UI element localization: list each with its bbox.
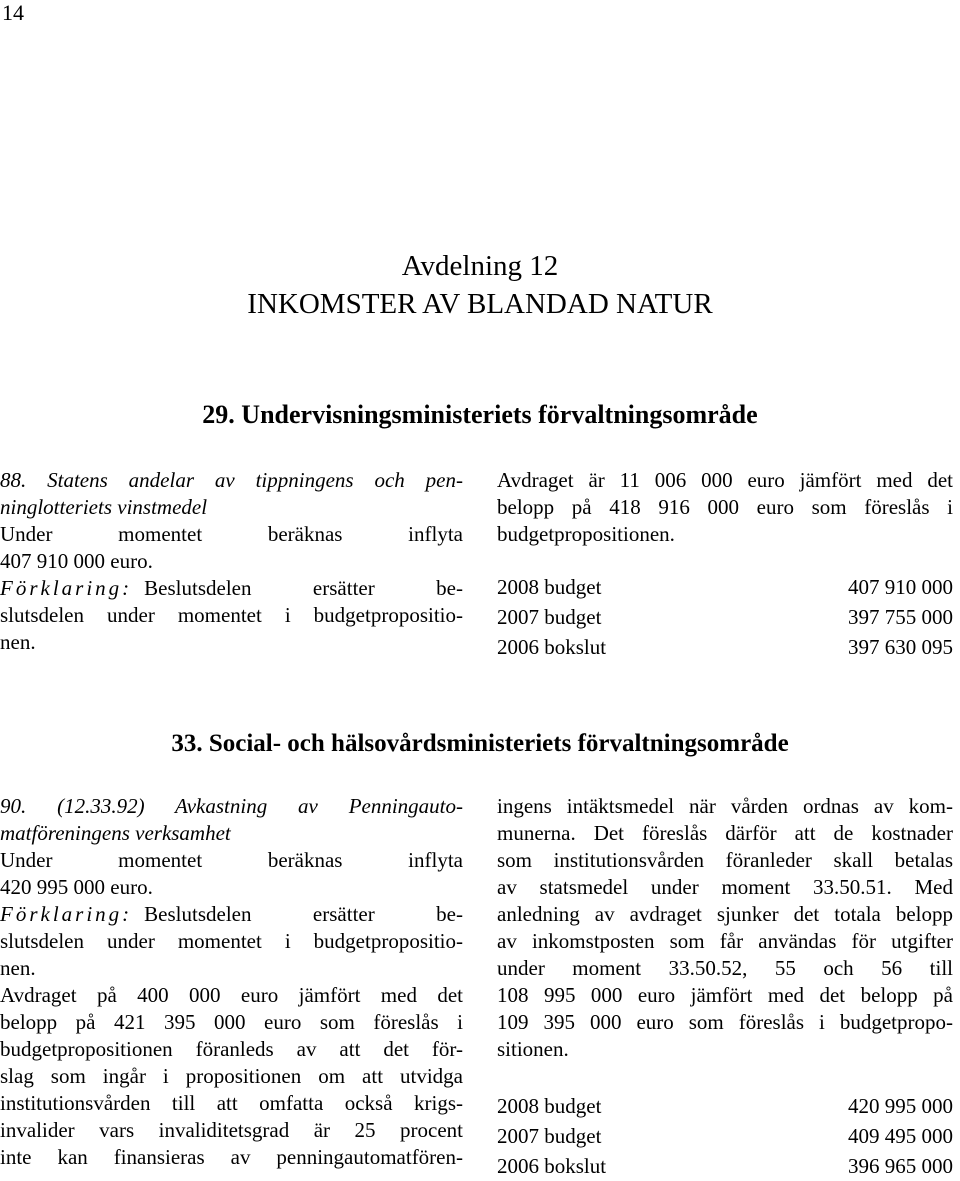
- item-90-left-column: [0, 793, 463, 1171]
- table-label: 2006 bokslut: [497, 635, 607, 659]
- item-90-right-column: [497, 793, 953, 1063]
- item-90-right-line: anledning av avdraget sjunker det totala belopp: [497, 902, 953, 926]
- item-90-text-line: nen.: [0, 956, 36, 980]
- forklaring-label: Förklaring:: [0, 902, 133, 926]
- item-90-right-line: 108 995 000 euro jämfört med det belopp på: [497, 983, 953, 1007]
- table-row: [497, 1151, 953, 1181]
- table-value: 397 755 000: [848, 605, 953, 629]
- item-88-text-line: slutsdelen under momentet i budgetpropositio-: [0, 603, 463, 627]
- item-88-title-line-1: 88. Statens andelar av tippningens och pen-: [0, 468, 463, 492]
- table-value: 397 630 095: [848, 635, 953, 659]
- item-88-budget-table: [497, 572, 953, 662]
- table-label: 2007 budget: [497, 1124, 602, 1148]
- item-90-explanation-line: [0, 901, 463, 928]
- table-label: 2006 bokslut: [497, 1154, 607, 1178]
- item-88-right-line: belopp på 418 916 000 euro som föreslås i: [497, 495, 953, 519]
- table-value: 407 910 000: [848, 575, 953, 599]
- item-88-text-line: Under momentet beräknas inflyta: [0, 522, 463, 546]
- item-90-text-line: inte kan finansieras av penningautomatfören-: [0, 1145, 463, 1169]
- item-90-right-line: av inkomstposten som får användas för utgifter: [497, 929, 953, 953]
- ministry-heading-33: 33. Social- och hälsovårdsministeriets förvaltningsområde: [171, 730, 789, 757]
- item-88-right-column: [497, 467, 953, 548]
- item-90-right-line: munerna. Det föreslås därför att de kostnader: [497, 821, 953, 845]
- item-88-left-column: [0, 467, 463, 656]
- item-90-text-line: belopp på 421 395 000 euro som föreslås i: [0, 1010, 463, 1034]
- table-label: 2008 budget: [497, 575, 602, 599]
- page-number: 14: [2, 0, 24, 25]
- table-row: [497, 602, 953, 632]
- table-row: [497, 632, 953, 662]
- item-88-explanation-text: Beslutsdelen ersätter be-: [144, 576, 463, 600]
- table-value: 420 995 000: [848, 1094, 953, 1118]
- table-value: 409 495 000: [848, 1124, 953, 1148]
- table-label: 2007 budget: [497, 605, 602, 629]
- item-90-right-line: 109 395 000 euro som föreslås i budgetpropo-: [497, 1010, 953, 1034]
- item-90-text-line: Under momentet beräknas inflyta: [0, 848, 463, 872]
- item-90-explanation-text: Beslutsdelen ersätter be-: [144, 902, 463, 926]
- item-90-text-line: Avdraget på 400 000 euro jämfört med det: [0, 983, 463, 1007]
- table-row: [497, 572, 953, 602]
- table-label: 2008 budget: [497, 1094, 602, 1118]
- item-90-right-line: sitionen.: [497, 1037, 569, 1061]
- item-88-explanation-line: [0, 575, 463, 602]
- item-90-budget-table: [497, 1091, 953, 1181]
- item-88-right-line: Avdraget är 11 006 000 euro jämfört med det: [497, 468, 953, 492]
- item-90-right-line: av statsmedel under moment 33.50.51. Med: [497, 875, 953, 899]
- item-88-text-line: nen.: [0, 630, 36, 654]
- section-heading: Avdelning 12: [401, 250, 559, 282]
- forklaring-label: Förklaring:: [0, 576, 133, 600]
- item-90-text-line: slutsdelen under momentet i budgetpropositio-: [0, 929, 463, 953]
- item-90-text-line: institutionsvården till att omfatta också krigs-: [0, 1091, 463, 1115]
- item-88-right-line: budgetpropositionen.: [497, 522, 675, 546]
- item-90-text-line: invalider vars invaliditetsgrad är 25 procent: [0, 1118, 463, 1142]
- table-value: 396 965 000: [848, 1154, 953, 1178]
- item-90-right-line: som institutionsvården föranleder skall betalas: [497, 848, 953, 872]
- table-row: [497, 1121, 953, 1151]
- table-row: [497, 1091, 953, 1121]
- item-88-text-line: 407 910 000 euro.: [0, 549, 153, 573]
- item-90-text-line: 420 995 000 euro.: [0, 875, 153, 899]
- ministry-heading-29: 29. Undervisningsministeriets förvaltningsområde: [202, 400, 758, 429]
- item-90-title-line-1: 90. (12.33.92) Avkastning av Penningauto-: [0, 794, 463, 818]
- item-88-title-line-2: ninglotteriets vinstmedel: [0, 495, 208, 519]
- item-90-text-line: slag som ingår i propositionen om att utvidga: [0, 1064, 463, 1088]
- section-title: INKOMSTER AV BLANDAD NATUR: [247, 288, 713, 320]
- item-90-right-line: under moment 33.50.52, 55 och 56 till: [497, 956, 953, 980]
- item-90-title-line-2: matföreningens verksamhet: [0, 821, 231, 845]
- item-90-text-line: budgetpropositionen föranleds av att det för-: [0, 1037, 463, 1061]
- item-90-right-line: ingens intäktsmedel när vården ordnas av kom-: [497, 794, 953, 818]
